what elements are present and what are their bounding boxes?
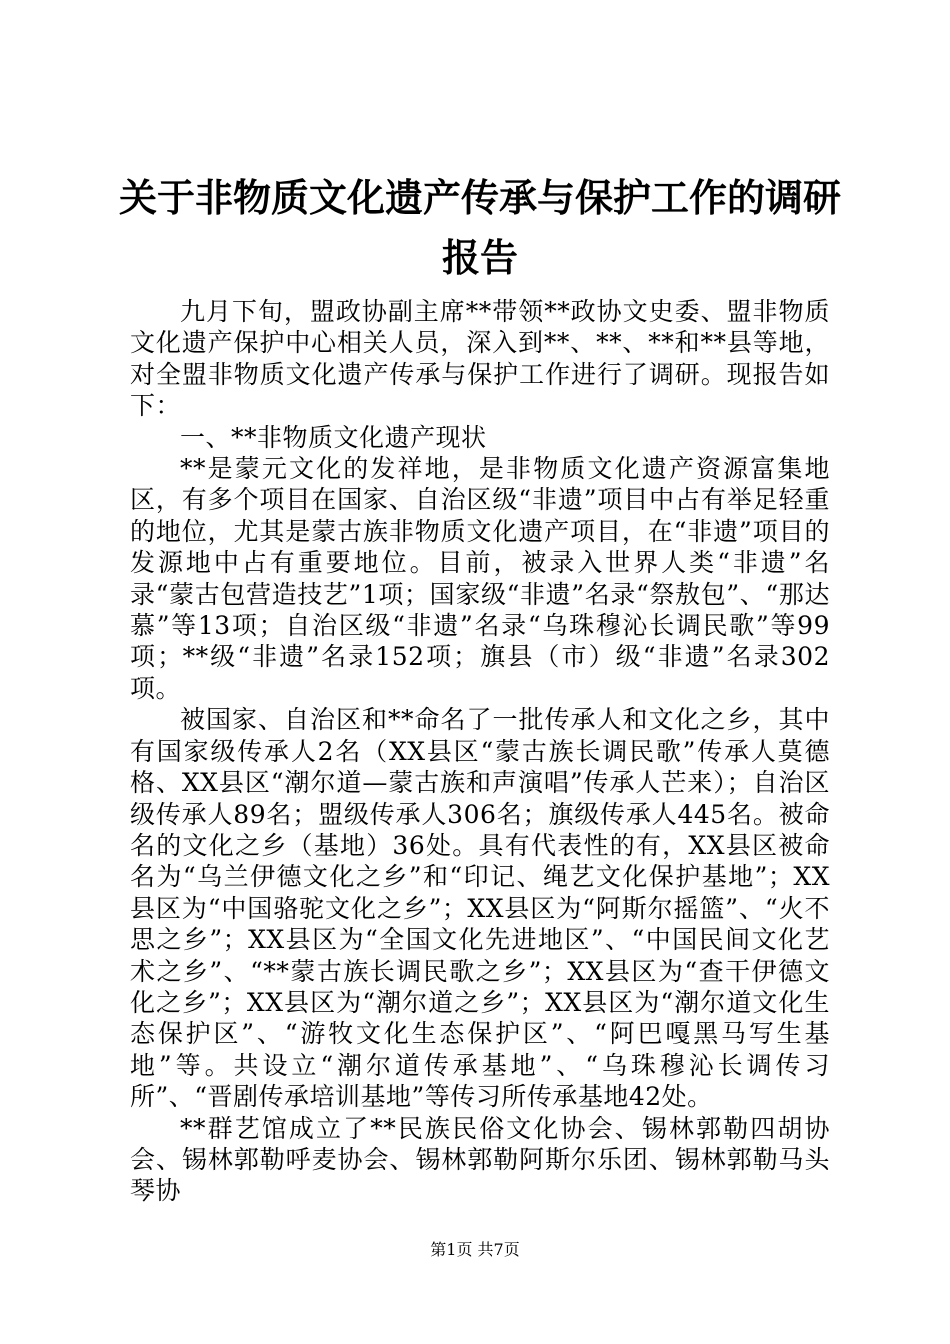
paragraph-status: **是蒙元文化的发祥地，是非物质文化遗产资源富集地区，有多个项目在国家、自治区级“非遗”项目中占有举足轻重的地位，尤其是蒙古族非物质文化遗产项目，在“非遗”项目的发源地中占有重要地位。目前，被录入世界人类“非遗”名录“蒙古包营造技艺”1项；国家级“非遗”名录“祭敖包”、“那达慕”等13项；自治区级“非遗”名录“乌珠穆沁长调民歌”等99项；**级“非遗”名录152项；旗县（市）级“非遗”名录302项。 bbox=[130, 454, 830, 703]
paragraph-intro: 九月下旬，盟政协副主席**带领**政协文史委、盟非物质文化遗产保护中心相关人员，深入到**、**、**和**县等地，对全盟非物质文化遗产传承与保护工作进行了调研。现报告如下： bbox=[130, 297, 830, 421]
page-footer: 第1页 共7页 bbox=[430, 1240, 520, 1259]
document-title: 关于非物质文化遗产传承与保护工作的调研报告 bbox=[118, 175, 841, 280]
section-heading-1: 一、**非物质文化遗产现状 bbox=[180, 422, 487, 452]
paragraph-inheritors: 被国家、自治区和**命名了一批传承人和文化之乡，其中有国家级传承人2名（XX县区“蒙古族长调民歌”传承人莫德格、XX县区“潮尔道—蒙古族和声演唱”传承人芒来）；自治区级传承人89名；盟级传承人306名；旗级传承人445名。被命名的文化之乡（基地）36处。具有代表性的有，XX县区被命名为“乌兰伊德文化之乡”和“印记、绳艺文化保护基地”；XX县区为“中国骆驼文化之乡”；XX县区为“阿斯尔摇篮”、“火不思之乡”；XX县区为“全国文化先进地区”、“中国民间文化艺术之乡”、“**蒙古族长调民歌之乡”；XX县区为“查干伊德文化之乡”；XX县区为“潮尔道之乡”；XX县区为“潮尔道文化生态保护区”、“游牧文化生态保护区”、“阿巴嘎黑马写生基地”等。共设立“潮尔道传承基地”、“乌珠穆沁长调传习所”、“晋剧传承培训基地”等传习所传承基地42处。 bbox=[130, 705, 830, 1112]
document-body bbox=[130, 296, 830, 1207]
paragraph-associations: **群艺馆成立了**民族民俗文化协会、锡林郭勒四胡协会、锡林郭勒呼麦协会、锡林郭勒阿斯尔乐团、锡林郭勒马头琴协 bbox=[130, 1113, 830, 1206]
